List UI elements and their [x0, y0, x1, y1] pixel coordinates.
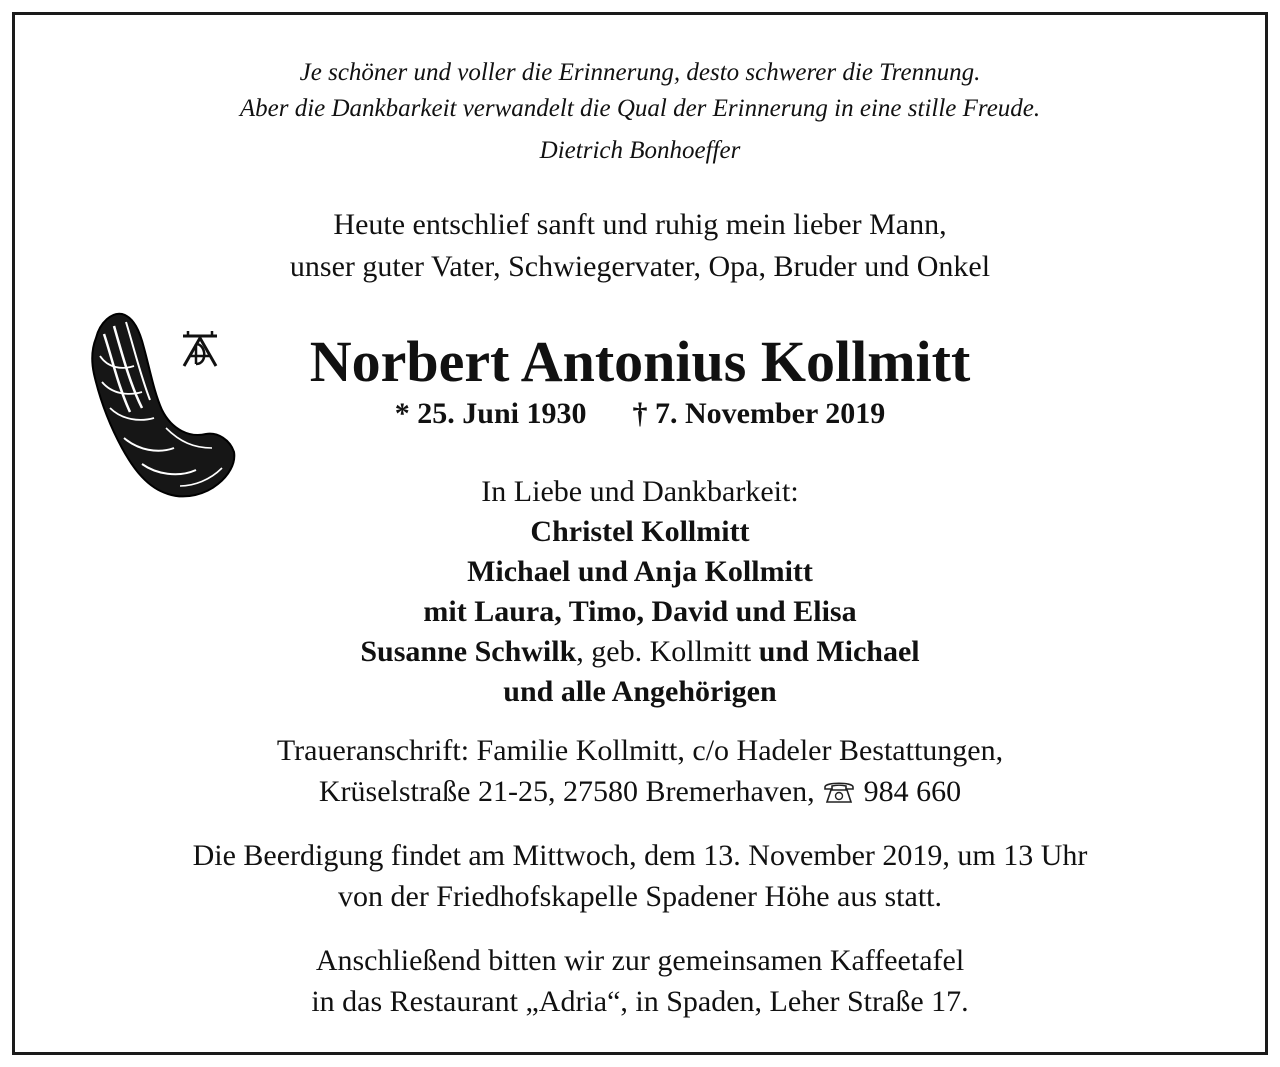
intro-line-2: unser guter Vater, Schwiegervater, Opa, Bruder und Onkel [289, 250, 991, 283]
mourner-susanne-maiden: , geb. Kollmitt [576, 635, 759, 668]
mourner-susanne-partner: und Michael [758, 635, 920, 668]
funeral-line-2: von der Friedhofskapelle Spadener Höhe aus statt. [338, 880, 942, 913]
quote-line-2: Aber die Dankbarkeit verwandelt die Qual der Erinnerung in eine stille Freude. [239, 95, 1041, 122]
quote [0, 55, 1280, 127]
coffee-line-1: Anschließend bitten wir zur gemeinsamen Kaffeetafel [315, 944, 965, 977]
mourner-susanne-name: Susanne Schwilk [360, 635, 577, 668]
mourners [0, 472, 1280, 712]
intro-text [0, 204, 1280, 288]
life-dates [0, 394, 1280, 434]
deceased-name: Norbert Antonius Kollmitt [309, 329, 971, 394]
birth-date: * 25. Juni 1930 [394, 397, 587, 430]
coffee-line-2: in das Restaurant „Adria“, in Spaden, Leher Straße 17. [311, 985, 969, 1018]
funeral-line-1: Die Beerdigung findet am Mittwoch, dem 13. November 2019, um 13 Uhr [192, 839, 1088, 872]
address-phone: 984 660 [863, 775, 962, 808]
mourner-line-susanne [0, 632, 1280, 672]
intro-line-1: Heute entschlief sanft und ruhig mein lieber Mann, [333, 208, 947, 241]
address-line-1: Traueranschrift: Familie Kollmitt, c/o Hadeler Bestattungen, [276, 734, 1004, 767]
mourner-line: Christel Kollmitt [530, 515, 750, 548]
coffee-invitation [0, 940, 1280, 1022]
mourner-line: Michael und Anja Kollmitt [467, 555, 813, 588]
mourning-address [0, 730, 1280, 812]
address-line-2 [0, 771, 1280, 812]
death-date: † 7. November 2019 [632, 397, 886, 430]
telephone-icon [822, 778, 856, 804]
address-street: Krüselstraße 21-25, 27580 Bremerhaven, [318, 775, 815, 808]
funeral-info [0, 835, 1280, 917]
mourners-heading: In Liebe und Dankbarkeit: [481, 475, 799, 508]
mourner-line: mit Laura, Timo, David und Elisa [423, 595, 857, 628]
quote-author: Dietrich Bonhoeffer [539, 137, 741, 164]
quote-line-1: Je schöner und voller die Erinnerung, desto schwerer die Trennung. [299, 59, 981, 86]
mourners-closing: und alle Angehörigen [503, 675, 777, 708]
